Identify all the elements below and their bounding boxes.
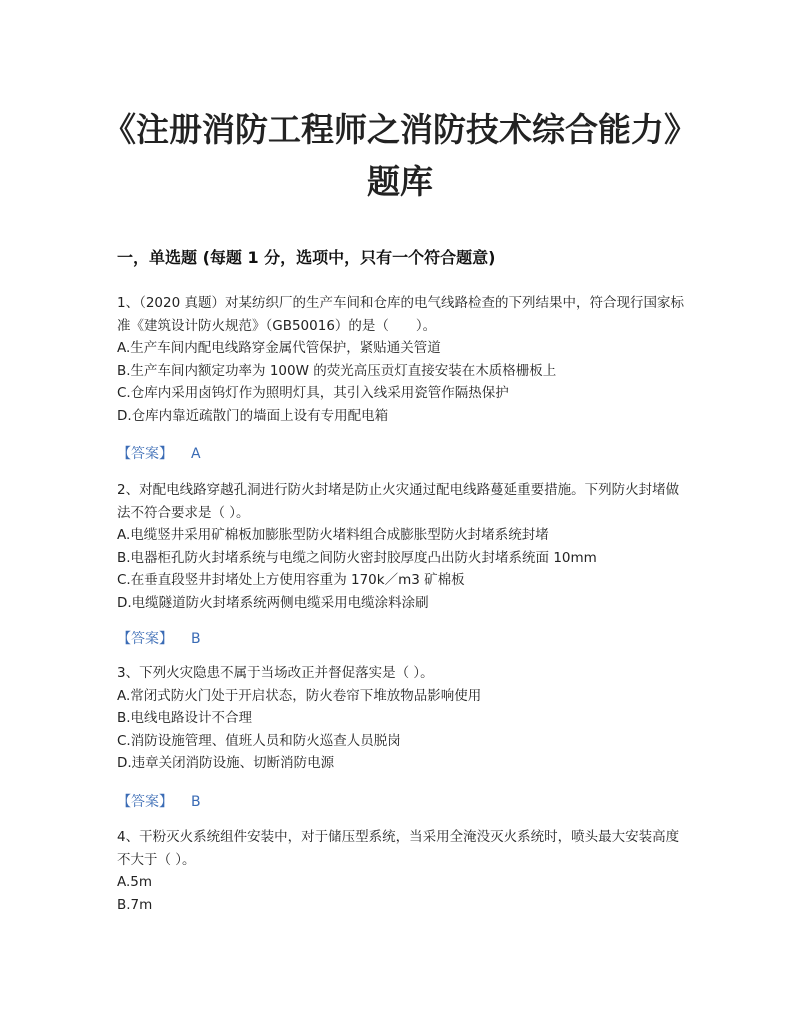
option-b: B.电线电路设计不合理: [117, 710, 253, 726]
option-d: D.仓库内靠近疏散门的墙面上设有专用配电箱: [117, 407, 389, 424]
answer-label: 【答案】: [117, 446, 173, 462]
question-stem: 4、干粉灭火系统组件安装中，对于储压型系统，当采用全淹没灭火系统时，喷头最大安装高度不大于（ ）。: [117, 829, 680, 868]
answer-1: [117, 443, 201, 463]
option-a: A.生产车间内配电线路穿金属代管保护，紧贴通关管道: [117, 340, 441, 356]
question-1: [117, 292, 687, 427]
option-b: B.7m: [117, 896, 153, 913]
answer-3: [117, 791, 201, 811]
question-3: [117, 662, 687, 775]
option-b: B.生产车间内额定功率为 100W 的荧光高压贡灯直接安装在木质格栅板上: [117, 362, 557, 379]
question-stem: 3、下列火灾隐患不属于当场改正并督促落实是（ ）。: [117, 665, 434, 681]
document-title: 《注册消防工程师之消防技术综合能力》题库: [103, 110, 697, 201]
answer-value: A: [191, 446, 201, 462]
answer-label: 【答案】: [117, 631, 173, 647]
option-d: D.违章关闭消防设施、切断消防电源: [117, 755, 335, 771]
option-a: A.常闭式防火门处于开启状态，防火卷帘下堆放物品影响使用: [117, 687, 482, 704]
option-c: C.在垂直段竖井封堵处上方使用容重为 170k／m3 矿棉板: [117, 572, 465, 588]
question-stem: 2、对配电线路穿越孔洞进行防火封堵是防止火灾通过配电线路蔓延重要措施。下列防火封堵做法不符合要求是（ ）。: [117, 482, 680, 521]
answer-value: B: [191, 631, 201, 647]
answer-2: [117, 628, 201, 648]
option-c: C.仓库内采用卤钨灯作为照明灯具，其引入线采用瓷管作隔热保护: [117, 385, 509, 401]
question-2: [117, 479, 687, 614]
option-d: D.电缆隧道防火封堵系统两侧电缆采用电缆涂料涂刷: [117, 594, 429, 611]
question-stem: 1、（2020 真题）对某纺织厂的生产车间和仓库的电气线路检查的下列结果中，符合现行国家标准《建筑设计防火规范》（GB50016）的是（ ）。: [117, 295, 684, 334]
option-a: A.电缆竖井采用矿棉板加膨胀型防火堵料组合成膨胀型防火封堵系统封堵: [117, 527, 549, 543]
section-heading: 一，单选题 (每题 1 分，选项中，只有一个符合题意): [117, 248, 496, 267]
option-c: C.消防设施管理、值班人员和防火巡查人员脱岗: [117, 732, 401, 749]
question-4: [117, 826, 687, 916]
option-b: B.电器柜孔防火封堵系统与电缆之间防火密封胶厚度凸出防火封堵系统面 10mm: [117, 549, 597, 566]
answer-label: 【答案】: [117, 794, 173, 810]
answer-value: B: [191, 794, 201, 810]
option-a: A.5m: [117, 874, 153, 890]
